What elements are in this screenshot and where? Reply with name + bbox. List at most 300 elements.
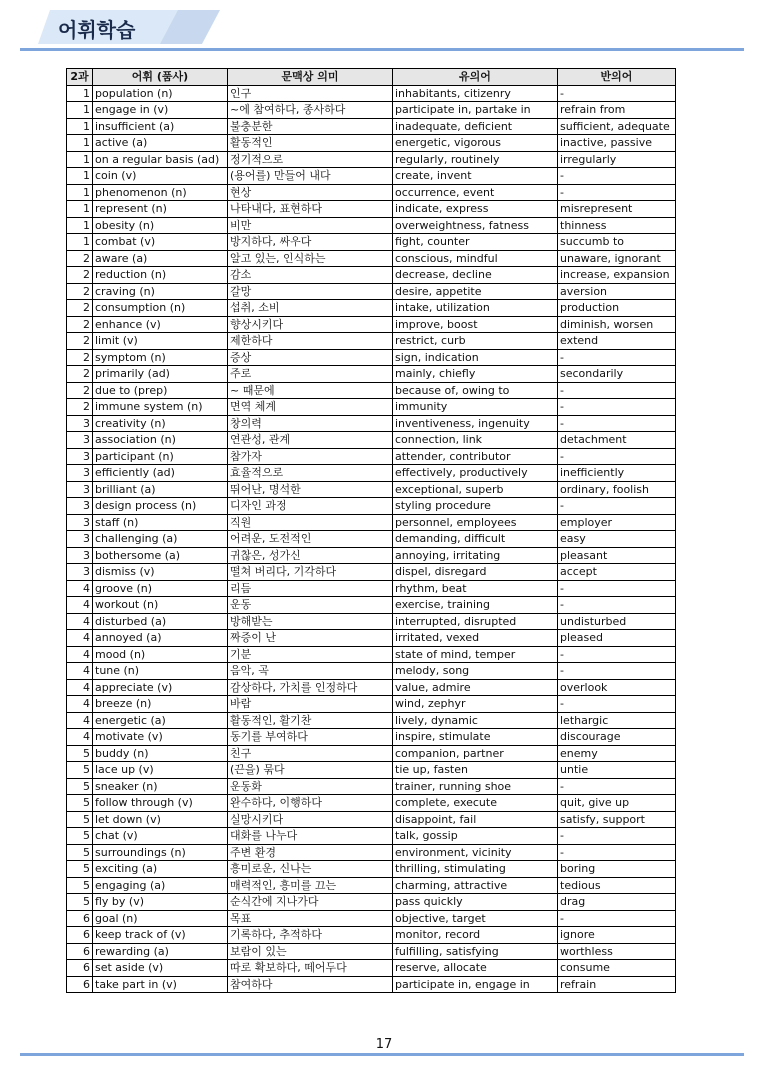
meaning-cell: 비만 [228,217,393,234]
synonym-cell: inhabitants, citizenry [393,85,558,102]
lesson-cell: 6 [67,927,93,944]
meaning-cell: 주변 환경 [228,844,393,861]
lesson-cell: 2 [67,267,93,284]
table-row [67,415,676,432]
word-cell: challenging (a) [93,531,228,548]
table-row [67,465,676,482]
lesson-cell: 2 [67,250,93,267]
word-cell: limit (v) [93,333,228,350]
lesson-cell: 4 [67,712,93,729]
lesson-cell: 1 [67,217,93,234]
word-cell: let down (v) [93,811,228,828]
meaning-cell: 음악, 곡 [228,663,393,680]
antonym-cell: - [558,778,676,795]
meaning-cell: 바람 [228,696,393,713]
synonym-cell: trainer, running shoe [393,778,558,795]
lesson-cell: 1 [67,118,93,135]
word-cell: exciting (a) [93,861,228,878]
table-row [67,283,676,300]
antonym-cell: inefficiently [558,465,676,482]
antonym-cell: inactive, passive [558,135,676,152]
lesson-cell: 2 [67,283,93,300]
word-cell: breeze (n) [93,696,228,713]
synonym-cell: environment, vicinity [393,844,558,861]
lesson-cell: 3 [67,547,93,564]
lesson-cell: 2 [67,366,93,383]
table-row [67,646,676,663]
table-row [67,844,676,861]
table-row [67,432,676,449]
antonym-cell: - [558,448,676,465]
table-row [67,762,676,779]
lesson-cell: 4 [67,613,93,630]
antonym-cell: satisfy, support [558,811,676,828]
table-row [67,184,676,201]
table-row [67,910,676,927]
header-meaning: 문맥상 의미 [228,69,393,86]
table-row [67,712,676,729]
word-cell: on a regular basis (ad) [93,151,228,168]
word-cell: goal (n) [93,910,228,927]
lesson-cell: 5 [67,828,93,845]
table-row [67,234,676,251]
synonym-cell: styling procedure [393,498,558,515]
meaning-cell: 방지하다, 싸우다 [228,234,393,251]
synonym-cell: tie up, fasten [393,762,558,779]
meaning-cell: 운동 [228,597,393,614]
synonym-cell: inspire, stimulate [393,729,558,746]
synonym-cell: state of mind, temper [393,646,558,663]
synonym-cell: conscious, mindful [393,250,558,267]
word-cell: buddy (n) [93,745,228,762]
meaning-cell: 창의력 [228,415,393,432]
synonym-cell: pass quickly [393,894,558,911]
word-cell: keep track of (v) [93,927,228,944]
antonym-cell: pleasant [558,547,676,564]
word-cell: take part in (v) [93,976,228,993]
meaning-cell: 참가자 [228,448,393,465]
antonym-cell: - [558,844,676,861]
antonym-cell: consume [558,960,676,977]
lesson-cell: 3 [67,465,93,482]
lesson-cell: 1 [67,234,93,251]
meaning-cell: 연관성, 관계 [228,432,393,449]
antonym-cell: tedious [558,877,676,894]
table-row [67,481,676,498]
lesson-cell: 2 [67,399,93,416]
word-cell: tune (n) [93,663,228,680]
synonym-cell: indicate, express [393,201,558,218]
lesson-cell: 1 [67,184,93,201]
lesson-cell: 4 [67,630,93,647]
lesson-cell: 4 [67,679,93,696]
table-row [67,118,676,135]
antonym-cell: worthless [558,943,676,960]
meaning-cell: 나타내다, 표현하다 [228,201,393,218]
meaning-cell: 리듬 [228,580,393,597]
page-number: 17 [375,1037,393,1052]
table-row [67,366,676,383]
synonym-cell: attender, contributor [393,448,558,465]
meaning-cell: 활동적인, 활기찬 [228,712,393,729]
lesson-cell: 6 [67,943,93,960]
meaning-cell: 직원 [228,514,393,531]
synonym-cell: objective, target [393,910,558,927]
table-row [67,85,676,102]
word-cell: coin (v) [93,168,228,185]
antonym-cell: detachment [558,432,676,449]
meaning-cell: 효율적으로 [228,465,393,482]
meaning-cell: 증상 [228,349,393,366]
word-cell: reduction (n) [93,267,228,284]
antonym-cell: ordinary, foolish [558,481,676,498]
word-cell: population (n) [93,85,228,102]
synonym-cell: thrilling, stimulating [393,861,558,878]
table-row [67,613,676,630]
word-cell: staff (n) [93,514,228,531]
meaning-cell: 활동적인 [228,135,393,152]
meaning-cell: 완수하다, 이행하다 [228,795,393,812]
antonym-cell: refrain [558,976,676,993]
meaning-cell: 주로 [228,366,393,383]
synonym-cell: fight, counter [393,234,558,251]
word-cell: creativity (n) [93,415,228,432]
page-title: 어휘학습 [58,18,136,42]
word-cell: primarily (ad) [93,366,228,383]
word-cell: annoyed (a) [93,630,228,647]
synonym-cell: energetic, vigorous [393,135,558,152]
vocabulary-table [66,68,676,993]
synonym-cell: lively, dynamic [393,712,558,729]
antonym-cell: irregularly [558,151,676,168]
meaning-cell: 면역 체계 [228,399,393,416]
lesson-cell: 5 [67,844,93,861]
lesson-cell: 5 [67,778,93,795]
table-row [67,597,676,614]
word-cell: chat (v) [93,828,228,845]
word-cell: sneaker (n) [93,778,228,795]
table-row [67,894,676,911]
word-cell: consumption (n) [93,300,228,317]
table-row [67,514,676,531]
lesson-cell: 3 [67,415,93,432]
antonym-cell: - [558,580,676,597]
table-row [67,300,676,317]
meaning-cell: 떨쳐 버리다, 기각하다 [228,564,393,581]
lesson-cell: 1 [67,201,93,218]
word-cell: follow through (v) [93,795,228,812]
page-header [0,0,768,54]
table-row [67,333,676,350]
meaning-cell: 귀찮은, 성가신 [228,547,393,564]
meaning-cell: 갈망 [228,283,393,300]
word-cell: participant (n) [93,448,228,465]
table-row [67,498,676,515]
meaning-cell: ~에 참여하다, 종사하다 [228,102,393,119]
table-row [67,696,676,713]
lesson-cell: 3 [67,498,93,515]
antonym-cell: increase, expansion [558,267,676,284]
meaning-cell: 감상하다, 가치를 인정하다 [228,679,393,696]
table-row [67,811,676,828]
lesson-cell: 3 [67,514,93,531]
synonym-cell: intake, utilization [393,300,558,317]
antonym-cell: undisturbed [558,613,676,630]
word-cell: efficiently (ad) [93,465,228,482]
meaning-cell: (용어를) 만들어 내다 [228,168,393,185]
synonym-cell: improve, boost [393,316,558,333]
lesson-cell: 3 [67,448,93,465]
synonym-cell: effectively, productively [393,465,558,482]
synonym-cell: mainly, chiefly [393,366,558,383]
synonym-cell: companion, partner [393,745,558,762]
meaning-cell: 기록하다, 추적하다 [228,927,393,944]
synonym-cell: annoying, irritating [393,547,558,564]
antonym-cell: production [558,300,676,317]
word-cell: disturbed (a) [93,613,228,630]
antonym-cell: overlook [558,679,676,696]
word-cell: brilliant (a) [93,481,228,498]
table-row [67,267,676,284]
table-row [67,102,676,119]
antonym-cell: pleased [558,630,676,647]
meaning-cell: 방해받는 [228,613,393,630]
meaning-cell: ~ 때문에 [228,382,393,399]
lesson-cell: 2 [67,333,93,350]
synonym-cell: wind, zephyr [393,696,558,713]
lesson-cell: 1 [67,102,93,119]
word-cell: rewarding (a) [93,943,228,960]
meaning-cell: 참여하다 [228,976,393,993]
synonym-cell: regularly, routinely [393,151,558,168]
table-row [67,960,676,977]
table-row [67,943,676,960]
synonym-cell: connection, link [393,432,558,449]
table-row [67,564,676,581]
meaning-cell: 친구 [228,745,393,762]
synonym-cell: inadequate, deficient [393,118,558,135]
lesson-cell: 3 [67,531,93,548]
antonym-cell: - [558,597,676,614]
header-divider [20,48,744,51]
table-row [67,580,676,597]
word-cell: mood (n) [93,646,228,663]
synonym-cell: overweightness, fatness [393,217,558,234]
synonym-cell: exceptional, superb [393,481,558,498]
footer-divider [20,1053,744,1056]
synonym-cell: create, invent [393,168,558,185]
meaning-cell: 향상시키다 [228,316,393,333]
lesson-cell: 1 [67,135,93,152]
word-cell: obesity (n) [93,217,228,234]
meaning-cell: 목표 [228,910,393,927]
word-cell: association (n) [93,432,228,449]
meaning-cell: 제한하다 [228,333,393,350]
table-row [67,663,676,680]
antonym-cell: employer [558,514,676,531]
lesson-cell: 5 [67,811,93,828]
lesson-cell: 3 [67,432,93,449]
table-row [67,349,676,366]
meaning-cell: 짜증이 난 [228,630,393,647]
word-cell: motivate (v) [93,729,228,746]
word-cell: design process (n) [93,498,228,515]
lesson-cell: 2 [67,316,93,333]
word-cell: workout (n) [93,597,228,614]
synonym-cell: disappoint, fail [393,811,558,828]
lesson-cell: 4 [67,646,93,663]
meaning-cell: 인구 [228,85,393,102]
antonym-cell: secondarily [558,366,676,383]
antonym-cell: - [558,382,676,399]
synonym-cell: melody, song [393,663,558,680]
lesson-cell: 3 [67,481,93,498]
synonym-cell: restrict, curb [393,333,558,350]
word-cell: appreciate (v) [93,679,228,696]
word-cell: active (a) [93,135,228,152]
antonym-cell: - [558,910,676,927]
antonym-cell: refrain from [558,102,676,119]
antonym-cell: lethargic [558,712,676,729]
table-row [67,861,676,878]
table-header-row [67,69,676,86]
lesson-cell: 4 [67,663,93,680]
meaning-cell: 섭취, 소비 [228,300,393,317]
word-cell: set aside (v) [93,960,228,977]
antonym-cell: - [558,184,676,201]
antonym-cell: drag [558,894,676,911]
meaning-cell: 뛰어난, 명석한 [228,481,393,498]
lesson-cell: 3 [67,564,93,581]
word-cell: surroundings (n) [93,844,228,861]
synonym-cell: fulfilling, satisfying [393,943,558,960]
table-row [67,745,676,762]
lesson-cell: 5 [67,795,93,812]
synonym-cell: participate in, partake in [393,102,558,119]
meaning-cell: 운동화 [228,778,393,795]
antonym-cell: - [558,168,676,185]
synonym-cell: occurrence, event [393,184,558,201]
header-lesson: 2과 [67,69,93,86]
meaning-cell: 매력적인, 흥미를 끄는 [228,877,393,894]
table-row [67,399,676,416]
lesson-cell: 2 [67,349,93,366]
lesson-cell: 4 [67,696,93,713]
header-antonym: 반의어 [558,69,676,86]
meaning-cell: (끈을) 묶다 [228,762,393,779]
antonym-cell: extend [558,333,676,350]
antonym-cell: boring [558,861,676,878]
word-cell: phenomenon (n) [93,184,228,201]
meaning-cell: 순식간에 지나가다 [228,894,393,911]
table-row [67,382,676,399]
antonym-cell: enemy [558,745,676,762]
antonym-cell: - [558,85,676,102]
table-body [67,85,676,993]
synonym-cell: exercise, training [393,597,558,614]
table-row [67,927,676,944]
lesson-cell: 5 [67,861,93,878]
word-cell: engage in (v) [93,102,228,119]
lesson-cell: 5 [67,762,93,779]
table-row [67,448,676,465]
synonym-cell: value, admire [393,679,558,696]
antonym-cell: quit, give up [558,795,676,812]
meaning-cell: 흥미로운, 신나는 [228,861,393,878]
word-cell: lace up (v) [93,762,228,779]
synonym-cell: demanding, difficult [393,531,558,548]
synonym-cell: personnel, employees [393,514,558,531]
word-cell: energetic (a) [93,712,228,729]
meaning-cell: 정기적으로 [228,151,393,168]
table-row [67,828,676,845]
meaning-cell: 감소 [228,267,393,284]
synonym-cell: rhythm, beat [393,580,558,597]
meaning-cell: 실망시키다 [228,811,393,828]
lesson-cell: 6 [67,976,93,993]
word-cell: enhance (v) [93,316,228,333]
lesson-cell: 4 [67,580,93,597]
antonym-cell: - [558,349,676,366]
word-cell: symptom (n) [93,349,228,366]
header-word: 어휘 (품사) [93,69,228,86]
antonym-cell: discourage [558,729,676,746]
word-cell: bothersome (a) [93,547,228,564]
meaning-cell: 디자인 과정 [228,498,393,515]
word-cell: insufficient (a) [93,118,228,135]
word-cell: engaging (a) [93,877,228,894]
lesson-cell: 1 [67,85,93,102]
word-cell: combat (v) [93,234,228,251]
lesson-cell: 6 [67,910,93,927]
antonym-cell: succumb to [558,234,676,251]
table-row [67,778,676,795]
meaning-cell: 보람이 있는 [228,943,393,960]
table-row [67,679,676,696]
antonym-cell: easy [558,531,676,548]
table-row [67,250,676,267]
antonym-cell: untie [558,762,676,779]
antonym-cell: thinness [558,217,676,234]
synonym-cell: decrease, decline [393,267,558,284]
lesson-cell: 5 [67,745,93,762]
antonym-cell: misrepresent [558,201,676,218]
table-row [67,151,676,168]
synonym-cell: because of, owing to [393,382,558,399]
word-cell: fly by (v) [93,894,228,911]
synonym-cell: charming, attractive [393,877,558,894]
antonym-cell: - [558,696,676,713]
lesson-cell: 4 [67,597,93,614]
meaning-cell: 기분 [228,646,393,663]
antonym-cell: sufficient, adequate [558,118,676,135]
word-cell: groove (n) [93,580,228,597]
synonym-cell: talk, gossip [393,828,558,845]
synonym-cell: monitor, record [393,927,558,944]
synonym-cell: dispel, disregard [393,564,558,581]
table-row [67,531,676,548]
meaning-cell: 알고 있는, 인식하는 [228,250,393,267]
word-cell: represent (n) [93,201,228,218]
table-row [67,877,676,894]
lesson-cell: 6 [67,960,93,977]
antonym-cell: - [558,399,676,416]
antonym-cell: ignore [558,927,676,944]
antonym-cell: - [558,498,676,515]
table-row [67,217,676,234]
synonym-cell: desire, appetite [393,283,558,300]
lesson-cell: 2 [67,300,93,317]
